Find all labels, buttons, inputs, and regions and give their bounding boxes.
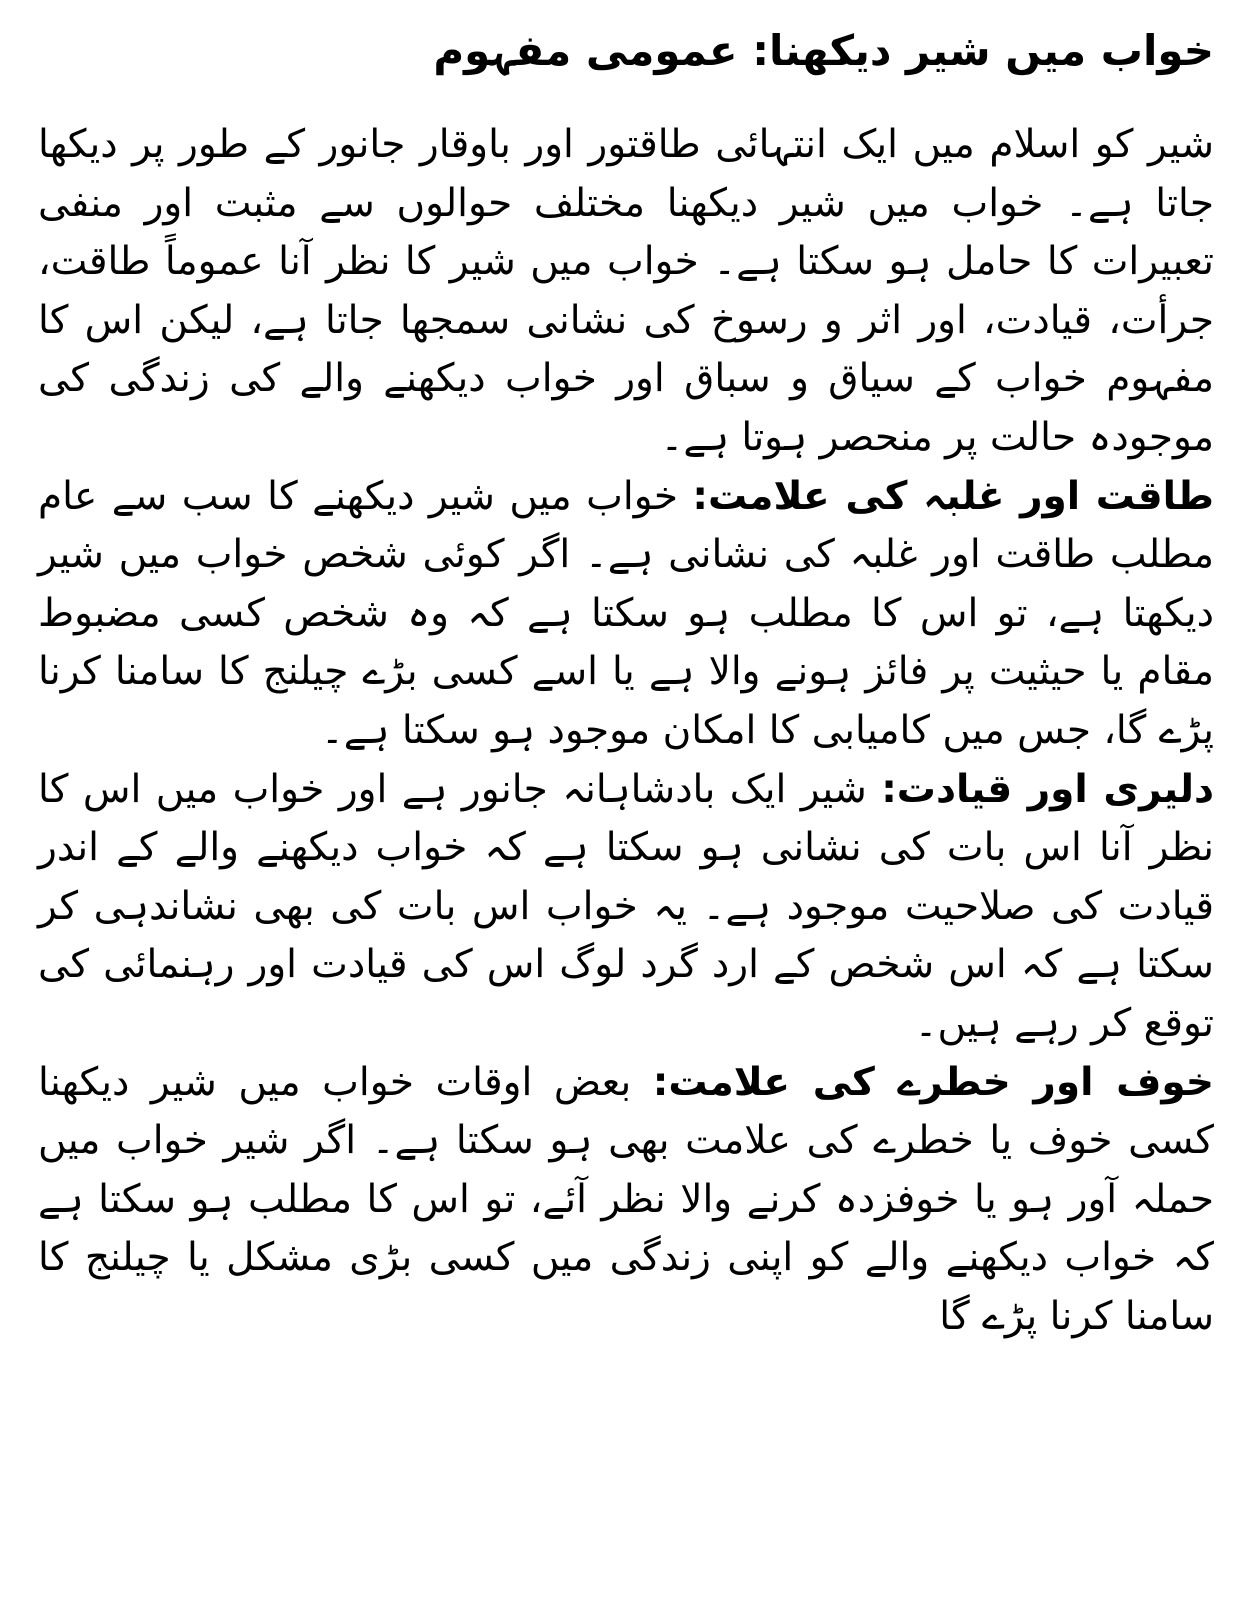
strength-heading: طاقت اور غلبہ کی علامت:: [692, 473, 1214, 519]
intro-text: شیر کو اسلام میں ایک انتہائی طاقتور اور باوقار جانور کے طور پر دیکھا جاتا ہے۔ خواب میں شیر دیکھنا مختلف حوالوں سے مثبت اور منفی تعبیرات کا حامل ہو سکتا ہے۔ خواب میں شیر کا نظر آنا عموماً طاقت، جرأت، قیادت، اور اثر و رسوخ کی نشانی سمجھا جاتا ہے، لیکن اس کا مفہوم خواب کے سیاق و سباق اور خواب دیکھنے والے کی زندگی کی موجودہ حالت پر منحصر ہوتا ہے۔: [38, 122, 1214, 460]
strength-text: خواب میں شیر دیکھنے کا سب سے عام مطلب طاقت اور غلبہ کی نشانی ہے۔ اگر کوئی شخص خواب میں شیر دیکھتا ہے، تو اس کا مطلب ہو سکتا ہے کہ وہ شخص کسی مضبوط مقام یا حیثیت پر فائز ہونے والا ہے یا اسے کسی بڑے چیلنج کا سامنا کرنا پڑے گا، جس میں کامیابی کا امکان موجود ہو سکتا ہے۔: [38, 473, 1214, 753]
leadership-text: شیر ایک بادشاہانہ جانور ہے اور خواب میں اس کا نظر آنا اس بات کی نشانی ہو سکتا ہے کہ خواب دیکھنے والے کے اندر قیادت کی صلاحیت موجود ہے۔ یہ خواب اس بات کی بھی نشاندہی کر سکتا ہے کہ اس شخص کے ارد گرد لوگ اس کی قیادت اور رہنمائی کی توقع کر رہے ہیں۔: [38, 766, 1214, 1046]
intro-paragraph: [38, 116, 1214, 468]
leadership-heading: دلیری اور قیادت:: [881, 766, 1215, 812]
fear-heading: خوف اور خطرے کی علامت:: [652, 1059, 1214, 1105]
strength-paragraph: [38, 468, 1214, 761]
article: [38, 14, 1214, 1346]
page-title: خواب میں شیر دیکھنا: عمومی مفہوم: [433, 26, 1214, 75]
fear-text: بعض اوقات خواب میں شیر دیکھنا کسی خوف یا خطرے کی علامت بھی ہو سکتا ہے۔ اگر شیر خواب میں حملہ آور ہو یا خوفزدہ کرنے والا نظر آئے، تو اس کا مطلب ہو سکتا ہے کہ خواب دیکھنے والے کو اپنی زندگی میں کسی بڑی مشکل یا چیلنج کا سامنا کرنا پڑے گا: [38, 1059, 1214, 1339]
leadership-paragraph: [38, 761, 1214, 1054]
fear-paragraph: [38, 1054, 1214, 1347]
